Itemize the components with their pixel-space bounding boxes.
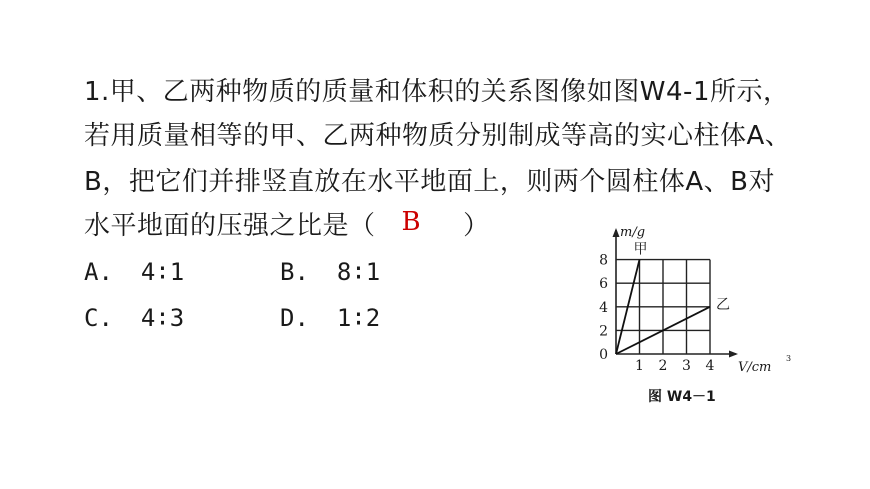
- option-key: D.: [280, 304, 309, 332]
- x-axis-arrow: [729, 351, 738, 358]
- option-b[interactable]: [280, 257, 380, 287]
- series-label: 乙: [716, 296, 730, 313]
- x-tick-label: 4: [705, 358, 715, 374]
- y-tick-label: 6: [599, 276, 608, 293]
- answer-paren-close: ）: [463, 211, 490, 241]
- x-axis-label-superscript: 3: [786, 354, 792, 363]
- answer-text: B: [401, 207, 422, 237]
- option-a[interactable]: [84, 257, 184, 287]
- y-tick-label: 0: [599, 347, 608, 363]
- option-c[interactable]: [84, 303, 184, 333]
- option-value: 1∶2: [336, 304, 381, 332]
- option-key: C.: [84, 304, 113, 332]
- question-line-4-text: 水平地面的压强之比是: [84, 211, 350, 241]
- answer-paren-open: （: [349, 211, 376, 241]
- question-line-1: 1.甲、乙两种物质的质量和体积的关系图像如图W4-1所示，: [84, 77, 790, 107]
- x-tick-label: 1: [635, 358, 644, 374]
- y-tick-label: 2: [599, 323, 608, 340]
- question-line-2: 若用质量相等的甲、乙两种物质分别制成等高的实心柱体A、: [84, 121, 792, 151]
- x-tick-label: 3: [682, 358, 691, 374]
- y-axis-label: m/g: [620, 225, 646, 240]
- mass-volume-chart: [590, 220, 792, 410]
- figure-caption: 图 W4－1: [648, 389, 716, 405]
- question-line-4: [84, 207, 490, 241]
- x-tick-label: 2: [658, 358, 668, 374]
- y-tick-label: 8: [599, 252, 608, 269]
- x-axis-label: V/cm: [738, 360, 772, 375]
- question-line-3: B，把它们并排竖直放在水平地面上，则两个圆柱体A、B对: [84, 167, 775, 197]
- series-label: 甲: [633, 241, 648, 258]
- option-d[interactable]: [280, 303, 380, 333]
- option-value: 4∶3: [140, 304, 185, 332]
- option-key: B.: [280, 258, 309, 286]
- option-value: 4∶1: [140, 258, 185, 286]
- y-axis-arrow: [613, 228, 620, 237]
- option-value: 8∶1: [336, 258, 381, 286]
- y-tick-label: 4: [599, 299, 608, 316]
- option-key: A.: [84, 258, 113, 286]
